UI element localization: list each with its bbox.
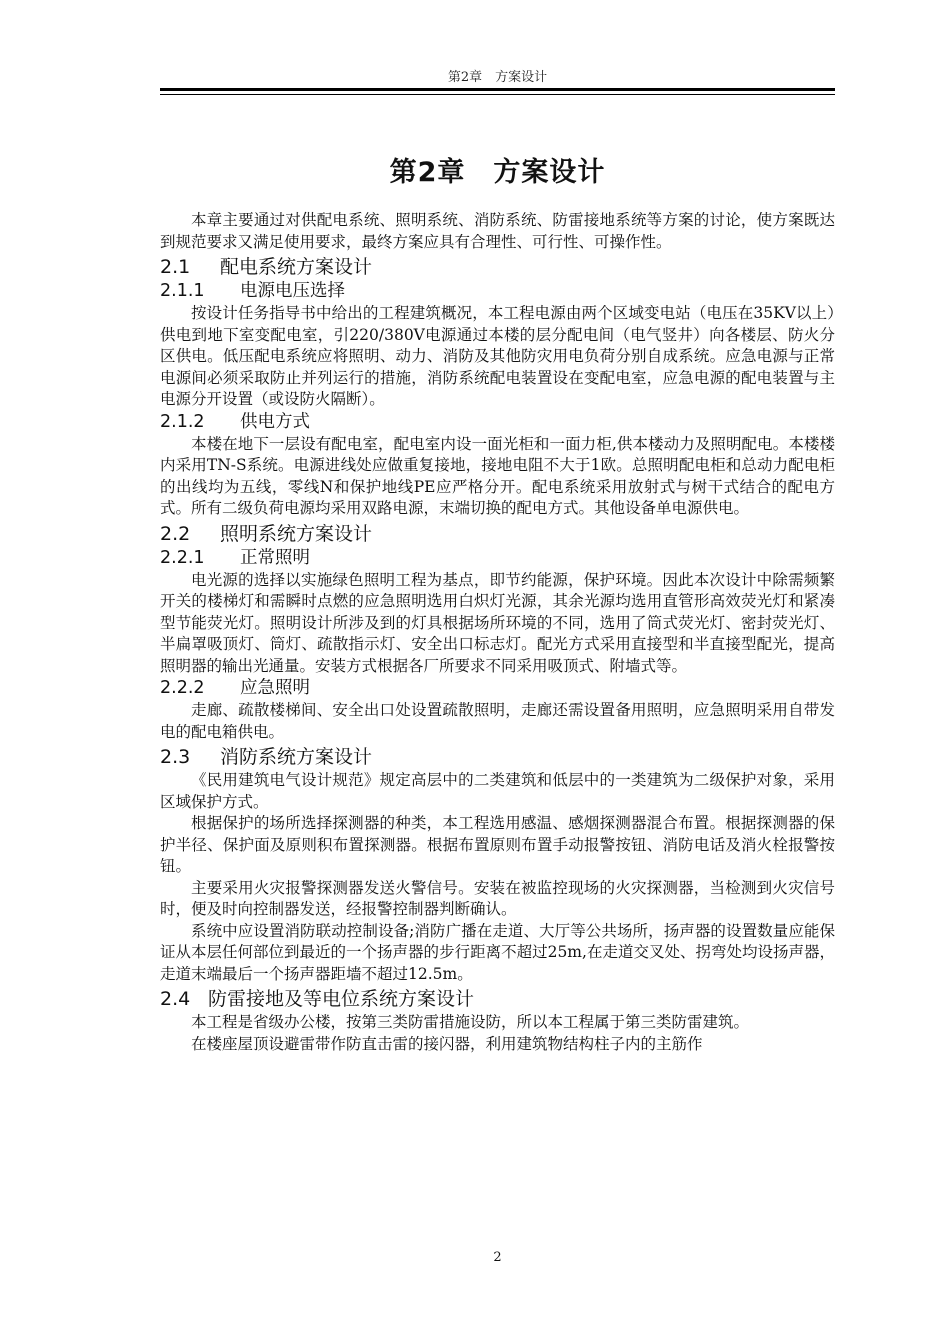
subsection-title: 正常照明 [240,547,310,568]
header-rule [160,88,835,91]
body-paragraph: 《民用建筑电气设计规范》规定高层中的二类建筑和低层中的一类建筑为二级保护对象，采用区域保护方式。 [160,771,835,811]
subsection-title: 供电方式 [240,411,310,432]
body-paragraph: 根据保护的场所选择探测器的种类，本工程选用感温、感烟探测器混合布置。根据探测器的保护半径、保护面及原则积布置探测器。根据布置原则布置手动报警按钮、消防电话及消火栓报警按钮。 [160,814,835,875]
page-title [160,150,835,189]
section-heading [160,522,835,547]
subsection-title: 应急照明 [240,678,310,698]
subsection-heading [160,677,835,700]
subsection-number: 2.2.2 [160,678,205,698]
body-paragraph: 系统中应设置消防联动控制设备;消防广播在走道、大厅等公共场所，扬声器的设置数量应能保证从本层任何部位到最近的一个扬声器的步行距离不超过25m,在走道交叉处、拐弯处均设扬声器，走道末端最后一个扬声器距墙不超过12.5m。 [160,921,835,983]
section-heading [160,745,835,770]
subsection-number: 2.1.2 [160,411,205,432]
body-paragraph: 走廊、疏散楼梯间、安全出口处设置疏散照明，走廊还需设置备用照明，应急照明采用自带发电的配电箱供电。 [160,701,835,741]
section-title: 消防系统方案设计 [220,746,373,768]
body-paragraph: 本工程是省级办公楼，按第三类防雷措施设防，所以本工程属于第三类防雷建筑。 [191,1013,750,1031]
body-paragraph: 本楼在地下一层设有配电室，配电室内设一面光柜和一面力柜,供本楼动力及照明配电。本楼楼内采用TN-S系统。电源进线处应做重复接地，接地电阻不大于1欧。总照明配电柜和总动力配电柜的出线均为五线，零线N和保护地线PE应严格分开。配电系统采用放射式与树干式结合的配电方式。所有二级负荷电源均采用双路电源，末端切换的配电方式。其他设备单电源供电。 [160,434,835,517]
body-paragraph: 电光源的选择以实施绿色照明工程为基点，即节约能源，保护环境。因此本次设计中除需频繁开关的楼梯灯和需瞬时点燃的应急照明选用白炽灯光源，其余光源均选用直管形高效荧光灯和紧凑型节能荧光灯。照明设计所涉及到的灯具根据场所环境的不同，选用了筒式荧光灯、密封荧光灯、半扁罩吸顶灯、筒灯、疏散指示灯、安全出口标志灯。配光方式采用直接型和半直接型配光，提高照明器的输出光通量。安装方式根据各厂所要求不同采用吸顶式、附墙式等。 [160,570,835,675]
intro-paragraph: 本章主要通过对供配电系统、照明系统、消防系统、防雷接地系统等方案的讨论，使方案既达到规范要求又满足使用要求，最终方案应具有合理性、可行性、可操作性。 [160,211,835,251]
header-rule-thin [160,94,835,95]
running-header: 第2章 方案设计 [447,70,548,85]
page-number: 2 [493,1250,502,1265]
section-number: 2.1 [160,256,191,278]
chapter-name: 方案设计 [493,157,606,188]
section-title: 配电系统方案设计 [220,256,373,278]
section-title: 照明系统方案设计 [220,522,373,545]
subsection-number: 2.2.1 [160,547,205,568]
section-heading [160,255,835,280]
section-number: 2.4 [160,988,191,1010]
subsection-heading [160,411,835,434]
subsection-heading [160,547,835,570]
page-content [160,210,835,1055]
subsection-title: 电源电压选择 [240,281,345,301]
section-number: 2.3 [160,746,191,768]
body-paragraph: 主要采用火灾报警探测器发送火警信号。安装在被监控现场的火灾探测器，当检测到火灾信号时，便及时向控制器发送，经报警控制器判断确认。 [160,878,835,918]
body-paragraph: 按设计任务指导书中给出的工程建筑概况，本工程电源由两个区域变电站（电压在35KV以上）供电到地下室变配电室，引220/380V电源通过本楼的层分配电间（电气竖井）向各楼层、防火分区供电。低压配电系统应将照明、动力、消防及其他防灾用电负荷分别自成系统。应急电源与正常电源间必须采取防止并列运行的措施，消防系统配电装置设在变配电室，应急电源的配电装置与主电源分开设置（或设防火隔断）。 [160,304,835,408]
section-heading [160,987,835,1012]
body-paragraph: 在楼座屋顶设避雷带作防直击雷的接闪器，利用建筑物结构柱子内的主筋作 [191,1034,703,1053]
chapter-number: 第2章 [389,157,466,188]
subsection-number: 2.1.1 [160,281,205,301]
subsection-heading [160,280,835,303]
section-title: 防雷接地及等电位系统方案设计 [208,988,475,1010]
section-number: 2.2 [160,522,191,545]
